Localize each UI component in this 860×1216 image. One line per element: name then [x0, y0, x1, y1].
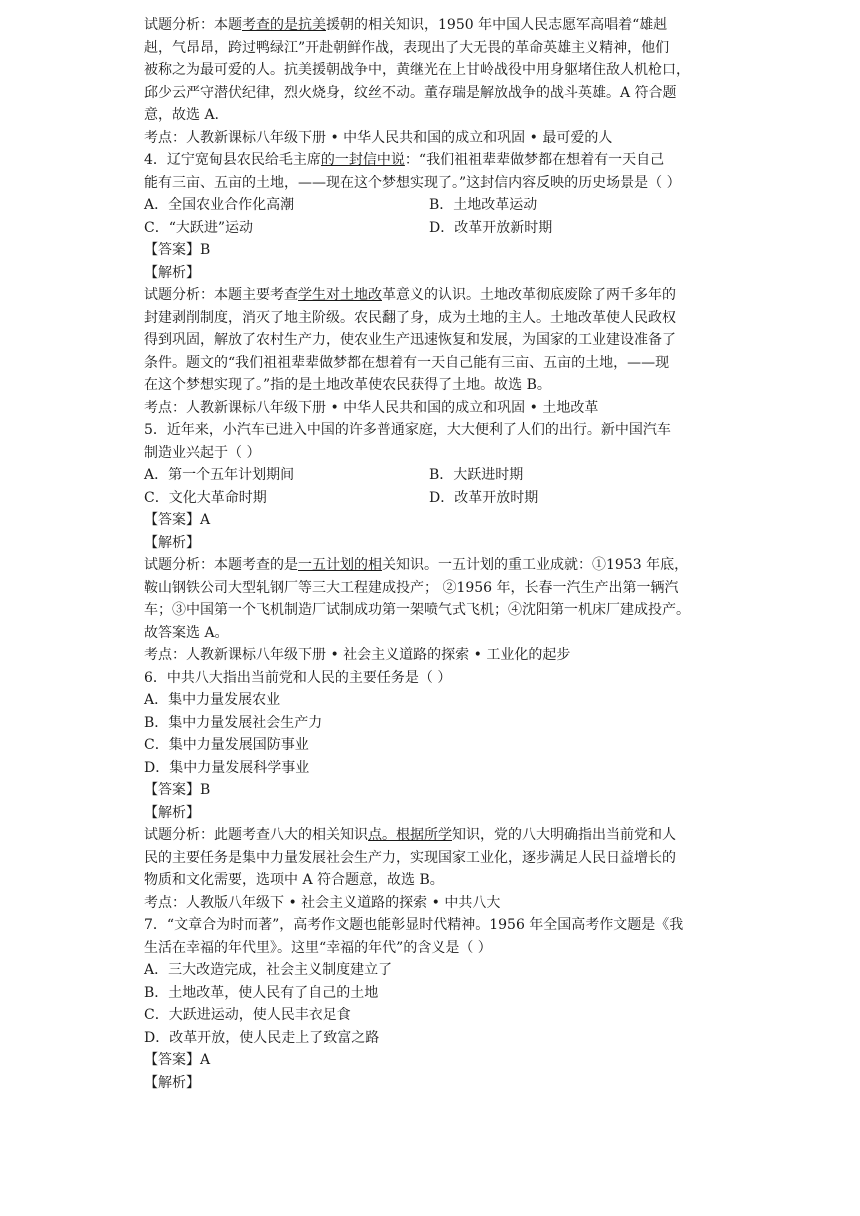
line-text: 民的主要任务是集中力量发展社会生产力，实现国家工业化，逐步满足人民日益增长的	[144, 849, 676, 866]
text-line	[144, 599, 728, 622]
option-right: B．土地改革运动	[429, 197, 538, 213]
text-line	[144, 577, 728, 600]
underlined-text: 点。根据所学	[368, 827, 452, 843]
line-text: 试题分析：本题主要考查	[144, 287, 298, 303]
underlined-text: 学生对土地改	[298, 287, 382, 303]
line-text: 知识，党的八大明确指出当前党和人	[452, 827, 676, 843]
line-text: 4．辽宁宽甸县农民给毛主席	[144, 152, 321, 168]
line-text: B．土地改革，使人民有了自己的土地	[144, 984, 379, 1001]
text-line	[144, 1004, 728, 1027]
option-left: A．第一个五年计划期间	[144, 467, 295, 483]
text-line	[144, 82, 728, 105]
text-line	[144, 329, 728, 352]
text-line	[144, 374, 728, 397]
line-text: A．集中力量发展农业	[144, 692, 281, 708]
underlined-text: 考查的是抗美	[242, 17, 326, 33]
line-text: D．改革开放，使人民走上了致富之路	[144, 1029, 380, 1046]
line-text: 能有三亩、五亩的土地，——现在这个梦想实现了。”这封信内容反映的历史场景是（ ）	[144, 174, 681, 191]
line-text: 被称之为最可爱的人。抗美援朝战争中，黄继光在上甘岭战役中用身躯堵住敌人机枪口，	[144, 62, 690, 78]
text-line	[144, 959, 728, 982]
text-line	[144, 532, 728, 555]
text-line	[144, 149, 728, 172]
text-line	[144, 59, 728, 82]
underlined-text: 一五计划的相	[298, 557, 382, 573]
text-line	[144, 734, 728, 757]
text-line	[144, 284, 728, 307]
line-text: 赳，气昂昂，跨过鸭绿江”开赴朝鲜作战，表现出了大无畏的革命英雄主义精神，他们	[144, 39, 670, 56]
line-text: ：“我们祖祖辈辈做梦都在想着有一天自己	[404, 152, 665, 168]
option-row	[144, 217, 728, 240]
line-text: 关知识。一五计划的重工业成就：①1953 年底，	[382, 557, 689, 573]
text-line	[144, 239, 728, 262]
text-line	[144, 397, 728, 420]
text-line	[144, 779, 728, 802]
text-line	[144, 712, 728, 735]
line-text: 考点：人教新课标八年级下册 • 中华人民共和国的成立和巩固 • 最可爱的人	[144, 129, 613, 146]
text-line	[144, 352, 728, 375]
text-line	[144, 869, 728, 892]
text-line	[144, 982, 728, 1005]
line-text: 在这个梦想实现了。”指的是土地改革使农民获得了土地。故选 B。	[144, 377, 551, 393]
option-row	[144, 487, 728, 510]
line-text: 【解析】	[144, 534, 200, 551]
option-row	[144, 464, 728, 487]
text-line	[144, 824, 728, 847]
text-line	[144, 509, 728, 532]
line-text: D．集中力量发展科学事业	[144, 759, 310, 776]
line-text: 试题分析：本题	[144, 17, 242, 33]
line-text: 意，故选 A.	[144, 107, 220, 123]
text-line	[144, 1049, 728, 1072]
text-line	[144, 847, 728, 870]
line-text: 故答案选 A。	[144, 624, 229, 641]
text-line	[144, 622, 728, 645]
text-line	[144, 307, 728, 330]
text-line	[144, 419, 728, 442]
line-text: 试题分析：此题考查八大的相关知识	[144, 827, 368, 843]
line-text: 考点：人教版八年级下 • 社会主义道路的探索 • 中共八大	[144, 894, 501, 911]
line-text: 试题分析：本题考查的是	[144, 557, 298, 573]
text-line	[144, 127, 728, 150]
text-line	[144, 689, 728, 712]
line-text: 革意义的认识。土地改革彻底废除了两千多年的	[382, 287, 676, 303]
option-right: D．改革开放新时期	[429, 219, 553, 236]
line-text: A．三大改造完成，社会主义制度建立了	[144, 962, 393, 978]
line-text: 考点：人教新课标八年级下册 • 中华人民共和国的成立和巩固 • 土地改革	[144, 399, 599, 416]
line-text: B．集中力量发展社会生产力	[144, 714, 323, 731]
text-line	[144, 14, 728, 37]
text-line	[144, 104, 728, 127]
line-text: 【解析】	[144, 1074, 200, 1091]
line-text: 【答案】A	[144, 512, 211, 528]
option-row	[144, 194, 728, 217]
line-text: 物质和文化需要，选项中 A 符合题意，故选 B。	[144, 872, 444, 888]
line-text: 得到巩固，解放了农村生产力，使农业生产迅速恢复和发展，为国家的工业建设准备了	[144, 332, 676, 348]
text-line	[144, 442, 728, 465]
text-line	[144, 37, 728, 60]
line-text: 【解析】	[144, 264, 200, 281]
line-text: 封建剥削制度，消灭了地主阶级。农民翻了身，成为土地的主人。土地改革使人民政权	[144, 309, 676, 326]
text-line	[144, 554, 728, 577]
option-right: B．大跃进时期	[429, 467, 524, 483]
text-line	[144, 892, 728, 915]
line-text: 7．“文章合为时而著”，高考作文题也能彰显时代精神。1956 年全国高考作文题是《我	[144, 917, 684, 933]
line-text: C．集中力量发展国防事业	[144, 737, 309, 753]
line-text: C．大跃进运动，使人民丰衣足食	[144, 1007, 351, 1023]
text-line	[144, 667, 728, 690]
text-line	[144, 262, 728, 285]
text-line	[144, 914, 728, 937]
line-text: 鞍山钢铁公司大型轧钢厂等三大工程建成投产； ②1956 年，长春一汽生产出第一辆汽	[144, 579, 679, 596]
line-text: 制造业兴起于（ ）	[144, 444, 261, 461]
line-text: 6．中共八大指出当前党和人民的主要任务是（ ）	[144, 669, 452, 686]
text-line	[144, 757, 728, 780]
text-line	[144, 1072, 728, 1095]
option-left: C．文化大革命时期	[144, 489, 267, 506]
text-line	[144, 1027, 728, 1050]
line-text: 车；③中国第一个飞机制造厂试制成功第一架喷气式飞机；④沈阳第一机床厂建成投产。	[144, 602, 690, 618]
line-text: 【答案】B	[144, 242, 211, 258]
line-text: 5．近年来，小汽车已进入中国的许多普通家庭，大大便利了人们的出行。新中国汽车	[144, 422, 671, 438]
text-line	[144, 172, 728, 195]
option-left: C．“大跃进”运动	[144, 219, 254, 236]
line-text: 【答案】A	[144, 1052, 211, 1068]
line-text: 【解析】	[144, 804, 200, 821]
text-line	[144, 937, 728, 960]
line-text: 生活在幸福的年代里》。这里“幸福的年代”的含义是（ ）	[144, 939, 492, 956]
line-text: 【答案】B	[144, 782, 211, 798]
text-line	[144, 802, 728, 825]
option-left: A．全国农业合作化高潮	[144, 197, 295, 213]
line-text: 条件。题文的“我们祖祖辈辈做梦都在想着有一天自己能有三亩、五亩的土地，——现	[144, 354, 670, 371]
underlined-text: 的一封信中说	[320, 152, 405, 168]
text-line	[144, 644, 728, 667]
line-text: 邱少云严守潜伏纪律，烈火烧身，纹丝不动。董存瑞是解放战争的战斗英雄。A 符合题	[144, 84, 677, 101]
line-text: 援朝的相关知识，1950 年中国人民志愿军高唱着“雄赳	[326, 17, 668, 33]
line-text: 考点：人教新课标八年级下册 • 社会主义道路的探索 • 工业化的起步	[144, 647, 571, 663]
option-right: D．改革开放时期	[429, 489, 539, 506]
